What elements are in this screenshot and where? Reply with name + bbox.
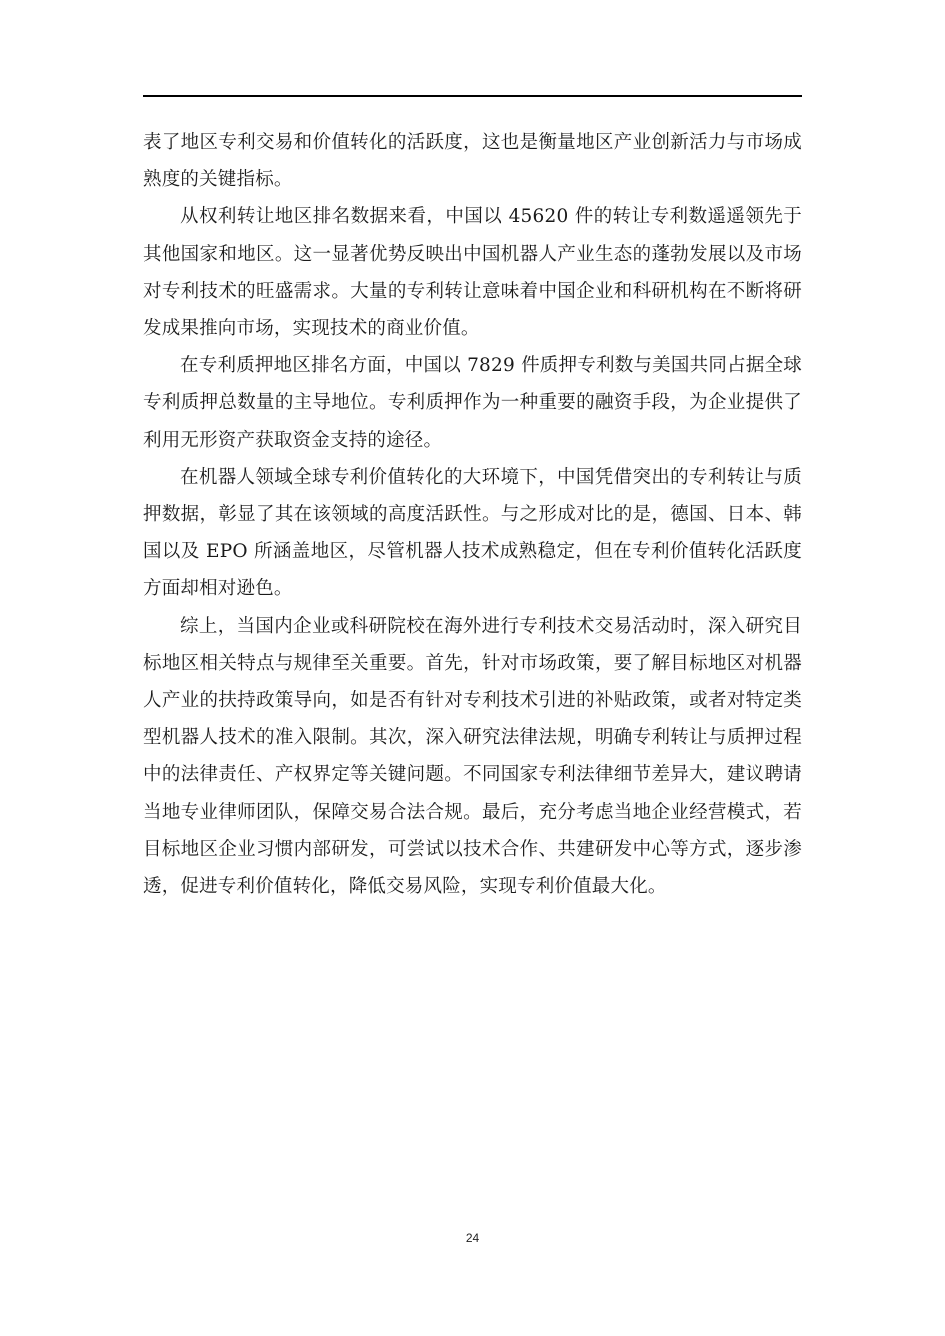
paragraph-2: 从权利转让地区排名数据来看，中国以 45620 件的转让专利数遥遥领先于其他国家和地区。这一显著优势反映出中国机器人产业生态的蓬勃发展以及市场对专利技术的旺盛需求。大量的专利转让意味着中国企业和科研机构在不断将研发成果推向市场，实现技术的商业价值。: [143, 206, 802, 340]
paragraph-4: 在机器人领域全球专利价值转化的大环境下，中国凭借突出的专利转让与质押数据，彰显了其在该领域的高度活跃性。与之形成对比的是，德国、日本、韩国以及 EPO 所涵盖地区，尽管机器人技术成熟稳定，但在专利价值转化活跃度方面却相对逊色。: [143, 466, 802, 600]
page-number: 24: [465, 1231, 480, 1245]
paragraph-1: 表了地区专利交易和价值转化的活跃度，这也是衡量地区产业创新活力与市场成熟度的关键指标。: [143, 132, 802, 191]
paragraph-3: 在专利质押地区排名方面，中国以 7829 件质押专利数与美国共同占据全球专利质押总数量的主导地位。专利质押作为一种重要的融资手段，为企业提供了利用无形资产获取资金支持的途径。: [143, 355, 802, 451]
document-body: [143, 124, 802, 905]
header-rule: [143, 95, 802, 97]
paragraph-5: 综上，当国内企业或科研院校在海外进行专利技术交易活动时，深入研究目标地区相关特点与规律至关重要。首先，针对市场政策，要了解目标地区对机器人产业的扶持政策导向，如是否有针对专利技术引进的补贴政策，或者对特定类型机器人技术的准入限制。其次，深入研究法律法规，明确专利转让与质押过程中的法律责任、产权界定等关键问题。不同国家专利法律细节差异大，建议聘请当地专业律师团队，保障交易合法合规。最后，充分考虑当地企业经营模式，若目标地区企业习惯内部研发，可尝试以技术合作、共建研发中心等方式，逐步渗透，促进专利价值转化，降低交易风险，实现专利价值最大化。: [143, 615, 802, 898]
